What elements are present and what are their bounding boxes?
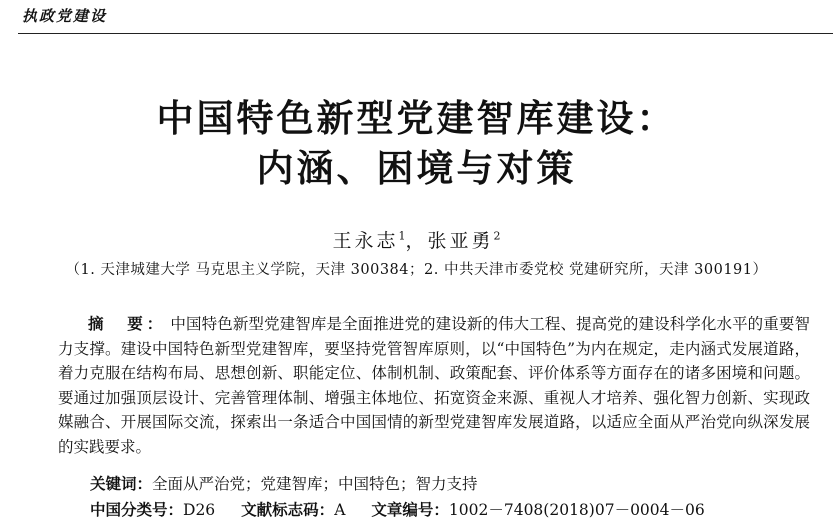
affiliations: （1. 天津城建大学 马克思主义学院，天津 300384；2. 中共天津市委党校 党建研究所，天津 300191）: [65, 262, 768, 278]
title-line-2: 内涵、困境与对策: [256, 147, 577, 190]
article-metadata: [90, 498, 705, 520]
authors: [0, 226, 833, 253]
abstract-label: 摘 要：: [88, 315, 167, 333]
keywords: [90, 472, 478, 494]
title-line-1: 中国特色新型党建智库建设：: [156, 97, 677, 140]
abstract-text: 中国特色新型党建智库是全面推进党的建设新的伟大工程、提高党的建设科学化水平的重要智力支撑。建设中国特色新型党建智库，要坚持党管智库原则，以“中国特色”为内在规定，走内涵式发展道路，着力克服在结构布局、思想创新、职能定位、体制机制、政策配套、评价体系等方面存在的诸多困境和问题。要通过加强顶层设计、完善管理体制、增强主体地位、拓宽资金来源、重视人才培养、强化智力创新、实现政媒融合、开展国际交流，探索出一条适合中国国情的新型党建智库发展道路，以适应全面从严治党向纵深发展的实践要求。: [58, 315, 810, 456]
author-1: 王永志: [332, 230, 399, 252]
header-rule: [18, 33, 833, 34]
doc-code-value: A: [334, 501, 346, 519]
abstract: [58, 312, 810, 459]
clc-label: 中国分类号：: [90, 501, 184, 519]
article-number-value: 1002－7408(2018)07－0004－06: [448, 501, 705, 519]
article-number-label: 文章编号：: [371, 501, 449, 519]
section-label: 执政党建设: [22, 7, 108, 25]
author-2-affiliation-mark: 2: [493, 229, 501, 243]
author-separator: ，: [405, 230, 428, 252]
author-2: 张亚勇: [427, 230, 494, 252]
author-1-affiliation-mark: 1: [398, 229, 406, 243]
doc-code-label: 文献标志码：: [241, 501, 335, 519]
keywords-text: 全面从严治党；党建智库；中国特色；智力支持: [152, 475, 478, 493]
clc-value: D26: [183, 501, 216, 519]
keywords-label: 关键词：: [90, 475, 153, 493]
